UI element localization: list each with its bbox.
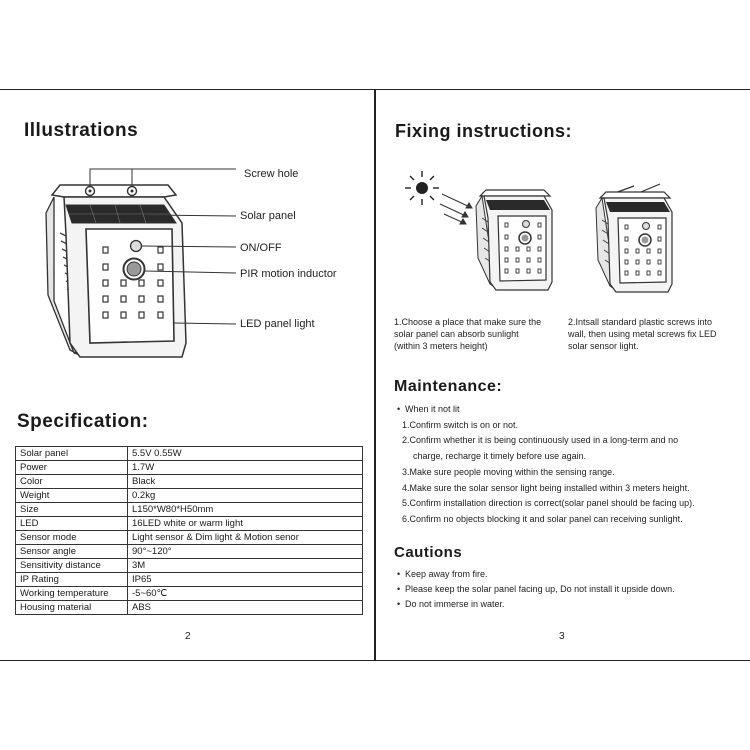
list-item: • Keep away from fire. xyxy=(397,567,675,582)
step1-text: 1.Choose a place that make sure the solar panel can absorb sunlight (within 3 meters height) xyxy=(394,317,542,351)
spec-label: Color xyxy=(16,475,128,489)
spec-value: 5.5V 0.55W xyxy=(128,447,363,461)
table-row xyxy=(16,489,363,503)
page-divider xyxy=(374,89,376,661)
spec-label: Sensitivity distance xyxy=(16,559,128,573)
spec-value: ABS xyxy=(128,601,363,615)
step2-text: 2.Intsall standard plastic screws into wall, then using metal screws fix LED solar sensor light. xyxy=(568,317,717,351)
spec-label: Sensor angle xyxy=(16,545,128,559)
step2-product-illustration xyxy=(590,180,680,295)
table-row xyxy=(16,461,363,475)
callout-pir-motion-inductor: PIR motion inductor xyxy=(240,268,337,280)
bullet-icon: • xyxy=(397,404,401,414)
bullet-icon: • xyxy=(397,599,401,609)
table-row xyxy=(16,447,363,461)
spec-value: 0.2kg xyxy=(128,489,363,503)
spec-value: 1.7W xyxy=(128,461,363,475)
list-item: • When it not lit xyxy=(397,402,695,418)
list-item: 1.Confirm switch is on or not. xyxy=(402,419,519,430)
spec-label: Sensor mode xyxy=(16,531,128,545)
list-item: 4.Make sure the solar sensor light being installed within 3 meters height. xyxy=(402,482,690,493)
list-item: 6.Confirm no objects blocking it and solar panel can receiving sunlight. xyxy=(402,513,683,524)
spec-value: 90°~120° xyxy=(128,545,363,559)
table-row xyxy=(16,545,363,559)
table-row xyxy=(16,587,363,601)
spec-label: Power xyxy=(16,461,128,475)
table-row xyxy=(16,559,363,573)
spec-label: Solar panel xyxy=(16,447,128,461)
product-illustration xyxy=(40,175,200,365)
list-item: • Do not immerse in water. xyxy=(397,597,675,612)
list-item: 2.Confirm whether it is being continuously used in a long-term and no xyxy=(402,435,679,446)
cautions-title: Cautions xyxy=(394,544,463,561)
list-item: 5.Confirm installation direction is correct(solar panel should be facing up). xyxy=(402,498,695,509)
table-row xyxy=(16,531,363,545)
maintenance-list xyxy=(397,402,695,528)
spec-value: 16LED white or warm light xyxy=(128,517,363,531)
bullet-icon: • xyxy=(397,584,401,594)
spec-value: Light sensor & Dim light & Motion senor xyxy=(128,531,363,545)
illustrations-title: Illustrations xyxy=(24,120,139,141)
spec-value: 3M xyxy=(128,559,363,573)
callout-on-off: ON/OFF xyxy=(240,242,282,254)
spec-value: Black xyxy=(128,475,363,489)
spec-label: Size xyxy=(16,503,128,517)
spec-value: -5~60℃ xyxy=(128,587,363,601)
spec-value: L150*W80*H50mm xyxy=(128,503,363,517)
step1-product-illustration xyxy=(474,188,554,293)
callout-solar-panel: Solar panel xyxy=(240,210,296,222)
bullet-icon: • xyxy=(397,569,401,579)
callout-screw-hole: Screw hole xyxy=(244,168,299,180)
spec-label: Housing material xyxy=(16,601,128,615)
table-row xyxy=(16,503,363,517)
spec-label: IP Rating xyxy=(16,573,128,587)
list-item: • Please keep the solar panel facing up, Do not install it upside down. xyxy=(397,582,675,597)
spec-label: LED xyxy=(16,517,128,531)
page-number-left: 2 xyxy=(185,631,191,642)
table-row xyxy=(16,475,363,489)
table-row xyxy=(16,573,363,587)
spec-value: IP65 xyxy=(128,573,363,587)
table-row xyxy=(16,517,363,531)
specification-table xyxy=(15,446,363,615)
specification-title: Specification: xyxy=(17,411,149,432)
spec-label: Weight xyxy=(16,489,128,503)
maintenance-title: Maintenance: xyxy=(394,378,503,395)
spec-label: Working temperature xyxy=(16,587,128,601)
fixing-instructions-title: Fixing instructions: xyxy=(395,121,573,141)
page-number-right: 3 xyxy=(559,631,565,642)
callout-led-panel-light: LED panel light xyxy=(240,318,315,330)
list-item: 3.Make sure people moving within the sensing range. xyxy=(402,466,615,477)
list-item: charge, recharge it timely before use again. xyxy=(413,451,587,462)
table-row xyxy=(16,601,363,615)
cautions-list xyxy=(397,567,675,612)
